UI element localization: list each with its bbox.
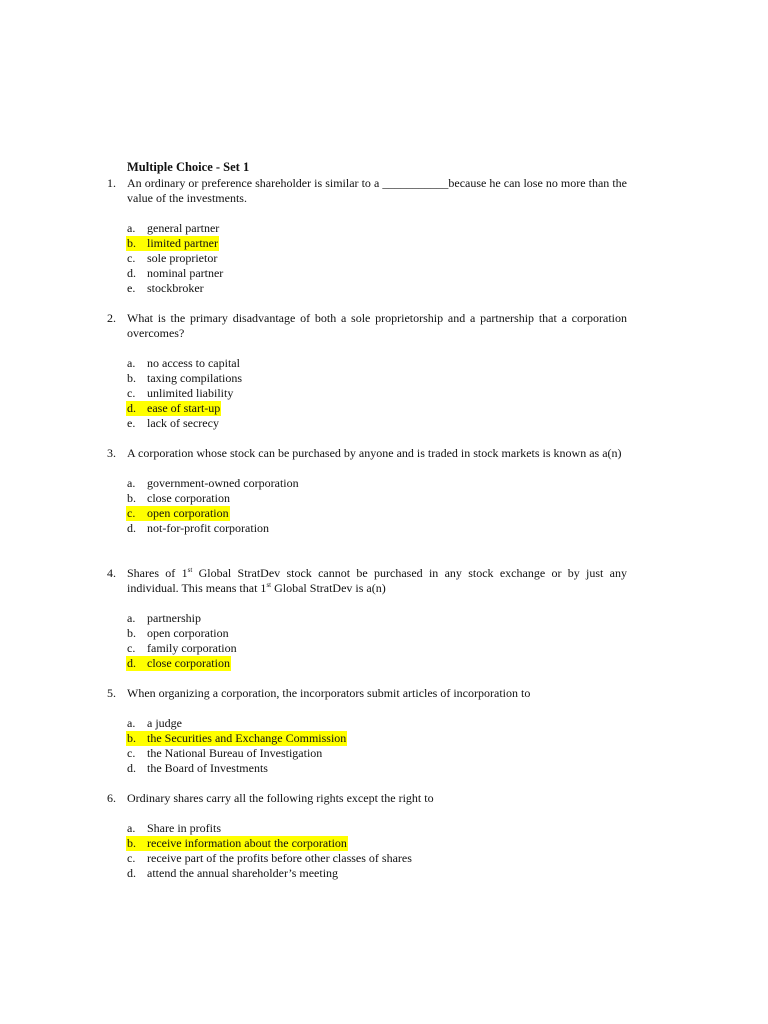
option-d: d. the Board of Investments	[127, 761, 268, 775]
question-text: What is the primary disadvantage of both a sole proprietorship and a partnership that a corporation overcomes?	[127, 311, 627, 340]
question-text: An ordinary or preference shareholder is similar to a ___________because he can lose no more than the value of the investments.	[127, 176, 627, 205]
option-b: b. open corporation	[127, 626, 229, 640]
option-b-highlighted: b. limited partner	[127, 236, 218, 250]
question-number: 6.	[107, 791, 116, 805]
option-list	[107, 821, 627, 881]
question-number: 4.	[107, 566, 116, 580]
option-a: a. a judge	[127, 716, 182, 730]
question-5	[107, 686, 627, 776]
question-number: 2.	[107, 311, 116, 325]
option-c: c. unlimited liability	[127, 386, 234, 400]
option-list	[107, 356, 627, 431]
option-c: c. sole proprietor	[127, 251, 218, 265]
option-list	[107, 221, 627, 296]
option-b: b. taxing compilations	[127, 371, 242, 385]
option-a: a. general partner	[127, 221, 220, 235]
question-text: When organizing a corporation, the incorporators submit articles of incorporation to	[127, 686, 531, 700]
question-number: 3.	[107, 446, 116, 460]
question-text: A corporation whose stock can be purchased by anyone and is traded in stock markets is known as a(n)	[127, 446, 622, 460]
option-a: a. government-owned corporation	[127, 476, 299, 490]
option-d: d. nominal partner	[127, 266, 224, 280]
page-title: Multiple Choice - Set 1	[127, 160, 250, 174]
option-d: d. not-for-profit corporation	[127, 521, 270, 535]
option-b: b. close corporation	[127, 491, 230, 505]
option-c: c. the National Bureau of Investigation	[127, 746, 323, 760]
option-c: c. receive part of the profits before other classes of shares	[127, 851, 412, 865]
option-list	[107, 476, 627, 536]
option-list	[107, 716, 627, 776]
option-c-highlighted: c. open corporation	[127, 506, 229, 520]
question-number: 5.	[107, 686, 116, 700]
option-a: a. partnership	[127, 611, 201, 625]
option-d-highlighted: d. close corporation	[127, 656, 230, 670]
option-list	[107, 611, 627, 671]
question-4	[107, 566, 627, 671]
option-b-highlighted: b. receive information about the corporation	[127, 836, 347, 850]
option-b-highlighted: b. the Securities and Exchange Commission	[127, 731, 347, 745]
question-1	[107, 176, 627, 296]
question-3	[107, 446, 627, 536]
question-text: Shares of 1st Global StratDev stock cannot be purchased in any stock exchange or by just any individual. This means that 1st Global StratDev is a(n)	[127, 566, 627, 595]
option-a: a. Share in profits	[127, 821, 221, 835]
option-e: e. stockbroker	[127, 281, 204, 295]
question-2	[107, 311, 627, 431]
question-number: 1.	[107, 176, 116, 190]
question-text: Ordinary shares carry all the following rights except the right to	[127, 791, 434, 805]
option-c: c. family corporation	[127, 641, 237, 655]
option-d-highlighted: d. ease of start-up	[127, 401, 221, 415]
option-d: d. attend the annual shareholder’s meeting	[127, 866, 339, 880]
option-a: a. no access to capital	[127, 356, 240, 370]
question-6	[107, 791, 627, 881]
option-e: e. lack of secrecy	[127, 416, 219, 430]
